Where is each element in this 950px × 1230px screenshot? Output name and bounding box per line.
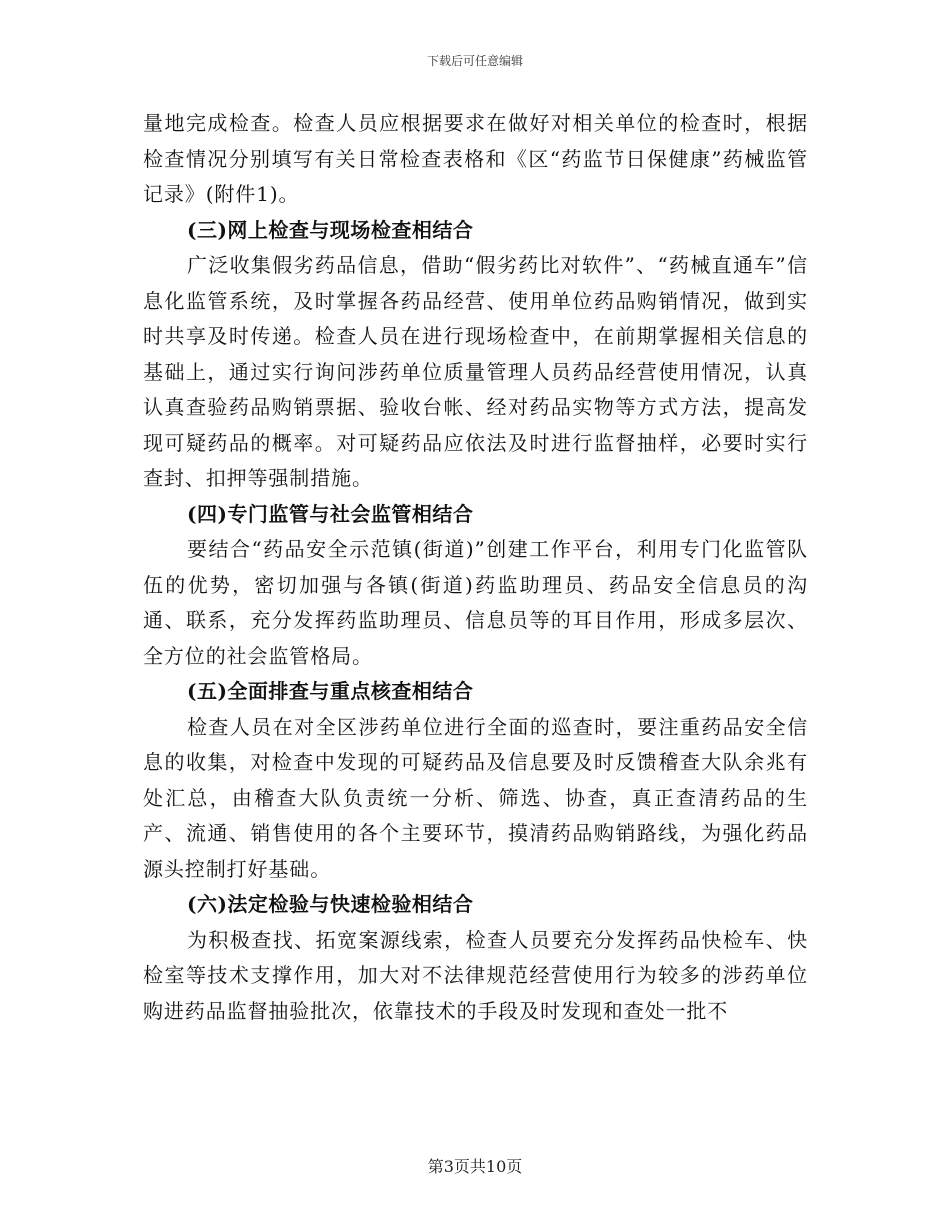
section-heading-5: (五)全面排查与重点核查相结合 [187, 679, 474, 703]
paragraph-continuation: 量地完成检查。检查人员应根据要求在做好对相关单位的检查时，根据检查情况分别填写有关日常检查表格和《区“药监节日保健康”药械监管记录》(附件1)。 [143, 111, 808, 206]
section-heading-3: (三)网上检查与现场检查相结合 [187, 217, 474, 242]
paragraph-rapid-testing: 为积极查找、拓宽案源线索，检查人员要充分发挥药品快检车、快检室等技术支撑作用，加大对不法律规范经营使用行为较多的涉药单位购进药品监督抽验批次，依靠技术的手段及时发现和查处一批不 [143, 927, 808, 1023]
page-number: 第3页共10页 [427, 1157, 523, 1176]
paragraph-social-supervision: 要结合“药品安全示范镇(街道)”创建工作平台，利用专门化监管队伍的优势，密切加强与各镇(街道)药监助理员、药品安全信息员的沟通、联系，充分发挥药监助理员、信息员等的耳目作用，形成多层次、全方位的社会监管格局。 [143, 537, 808, 668]
document-body [143, 106, 808, 1029]
section-heading-6: (六)法定检验与快速检验相结合 [187, 892, 474, 916]
page-header: 下载后可任意编辑 [426, 54, 523, 68]
section-heading-4: (四)专门监管与社会监管相结合 [187, 501, 474, 526]
paragraph-online-onsite: 广泛收集假劣药品信息，借助“假劣药比对软件”、“药械直通车”信息化监管系统，及时掌握各药品经营、使用单位药品购销情况，做到实时共享及时传递。检查人员在进行现场检查中，在前期掌握相关信息的基础上，通过实行询问涉药单位质量管理人员药品经营使用情况，认真认真查验药品购销票据、验收台帐、经对药品实物等方式方法，提高发现可疑药品的概率。对可疑药品应依法及时进行监督抽样，必要时实行查封、扣押等强制措施。 [143, 253, 808, 490]
paragraph-key-inspection: 检查人员在对全区涉药单位进行全面的巡查时，要注重药品安全信息的收集，对检查中发现的可疑药品及信息要及时反馈稽查大队余兆有处汇总，由稽查大队负责统一分析、筛选、协查，真正查清药品的生产、流通、销售使用的各个主要环节，摸清药品购销路线，为强化药品源头控制打好基础。 [143, 714, 808, 881]
